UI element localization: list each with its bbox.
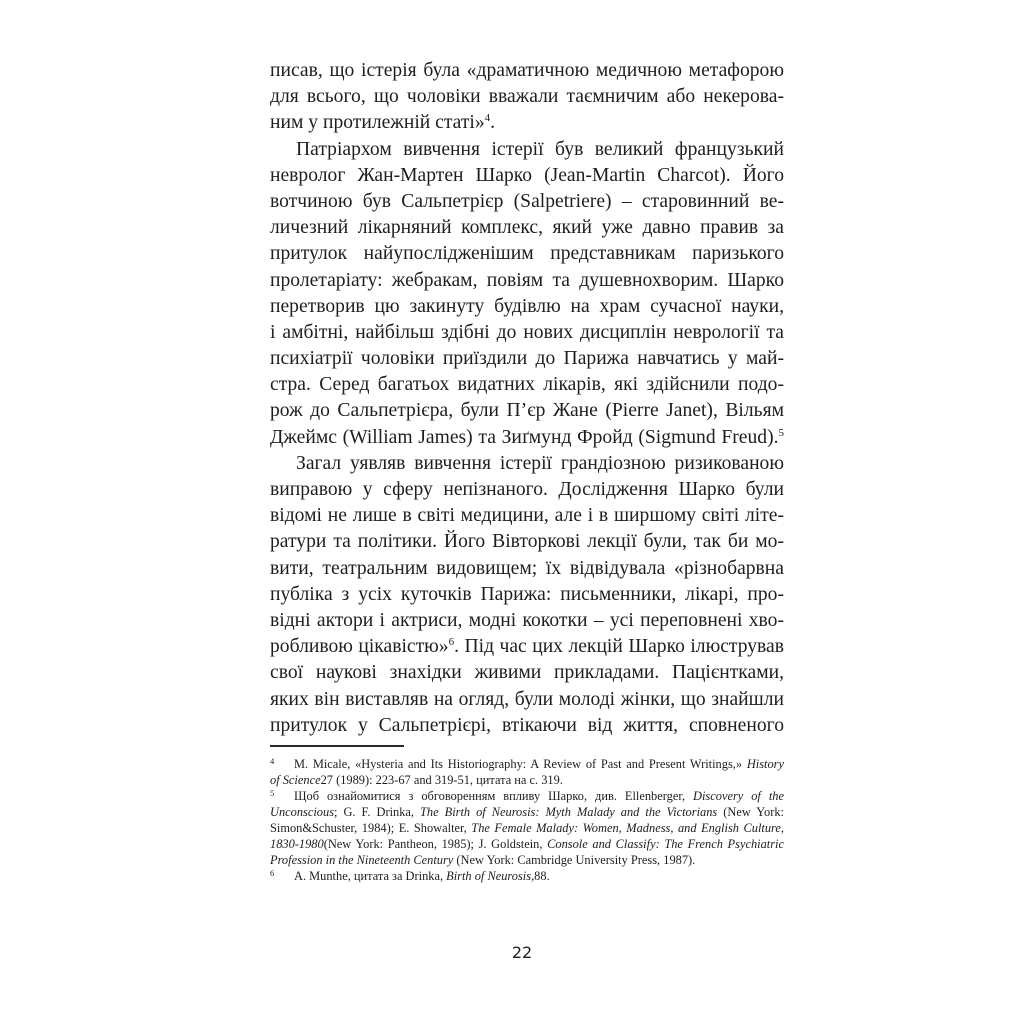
text: ним у протилежній статі» bbox=[270, 112, 485, 134]
text: of Science bbox=[270, 773, 321, 787]
text-line bbox=[270, 634, 784, 660]
text: Profession in the Nineteenth Century bbox=[270, 853, 454, 867]
text-line: психіатрії чоловіки приїздили до Парижа навчатись у май- bbox=[270, 348, 784, 370]
text-line bbox=[270, 110, 784, 136]
text-line: ратури та політики. Його Вівторкові лекції були, так би мо- bbox=[270, 531, 784, 553]
text: Джеймс (William James) та Зиґмунд Фройд (Sigmund Freud). bbox=[270, 426, 779, 448]
text-line: притулок найупослідженішим представникам паризького bbox=[270, 243, 784, 265]
text: 1830-1980 bbox=[270, 837, 324, 851]
text-line bbox=[270, 425, 784, 451]
text: A. Munthe, цитата за Drinka, bbox=[294, 869, 447, 883]
text: 27 (1989): 223-67 and 319-51, цитата на с. 319. bbox=[320, 773, 563, 787]
footnote-5 bbox=[270, 788, 784, 868]
footnote-line bbox=[270, 836, 784, 852]
footnote-line: 5 Щоб ознайомитися з обговоренням впливу Шарко, див. Ellenberger, Discovery of the bbox=[270, 788, 784, 803]
text: The Female Malady: Women, Madness, and English Culture, bbox=[471, 821, 784, 835]
footnote-4 bbox=[270, 756, 784, 788]
footnote-ref-5[interactable]: 5 bbox=[778, 426, 784, 439]
text: ; G. F. Drinka, bbox=[334, 805, 421, 819]
text-line: для всього, що чоловіки вважали таємничим або некерова- bbox=[270, 86, 784, 108]
text-line: стра. Серед багатьох видатних лікарів, які здійснили подо- bbox=[270, 374, 784, 396]
text-line: відні актори і актриси, модні кокотки – усі переповнені хво- bbox=[270, 609, 784, 631]
text-line: відомі не лише в світі медицини, але і в ширшому світі літе- bbox=[270, 505, 784, 527]
text-line: вотчиною був Сальпетрієр (Salpetriere) – старовинний ве- bbox=[270, 190, 784, 212]
footnote-line bbox=[270, 804, 784, 820]
footnote-ref-6[interactable]: 6 bbox=[448, 636, 455, 649]
footnote-line bbox=[270, 820, 784, 836]
text: Console and Classify: The French Psychiatric bbox=[547, 837, 784, 851]
text-line: рож до Сальпетрієра, були П’єр Жане (Pierre Janet), Вільям bbox=[270, 400, 784, 422]
book-page-body bbox=[270, 58, 784, 739]
paragraph-2 bbox=[270, 137, 784, 451]
text-line: пролетаріату: жебракам, повіям та душевнохворим. Шарко bbox=[270, 269, 784, 291]
text: History bbox=[746, 757, 784, 771]
text-line: перетворив цю закинуту будівлю на храм сучасної науки, bbox=[270, 295, 784, 317]
text-line: личезний лікарняний комплекс, який уже давно правив за bbox=[270, 217, 784, 239]
text-line: притулок у Сальпетрієрі, втікаючи від життя, сповненого bbox=[270, 714, 784, 736]
text: Щоб ознайомитися з обговоренням впливу Шарко, див. Ellenberger, bbox=[294, 789, 694, 803]
text: Unconscious bbox=[270, 805, 335, 819]
text: Simon&Schuster, 1984); E. Showalter, bbox=[270, 821, 472, 835]
text-line: публіка з усіх куточків Парижа: письменники, лікарі, про- bbox=[270, 583, 784, 605]
text: (New York: Pantheon, 1985); J. Goldstein, bbox=[323, 837, 548, 851]
text: Birth of Neurosis bbox=[446, 869, 532, 883]
text: ,88. bbox=[531, 869, 550, 883]
text: . bbox=[490, 112, 496, 134]
text: M. Micale, «Hysteria and Its Historiography: A Review of Past and Present Writings,» bbox=[294, 757, 747, 771]
text-line: писав, що істерія була «драматичною медичною метафорою bbox=[270, 60, 784, 81]
text-line: невролог Жан-Мартен Шарко (Jean-Martin Charcot). Його bbox=[270, 164, 784, 186]
text-line: і амбітні, найбільш здібні до нових дисциплін неврології та bbox=[270, 321, 784, 343]
paragraph-3 bbox=[270, 451, 784, 739]
text-line: яких він виставляв на огляд, були молоді жінки, що знайшли bbox=[270, 688, 784, 710]
footnote-line bbox=[270, 772, 784, 788]
footnotes bbox=[270, 756, 784, 884]
text-line: свої наукові знахідки живими прикладами. Пацієнтками, bbox=[270, 662, 784, 684]
footnote-ref-4[interactable]: 4 bbox=[484, 112, 491, 125]
page-number: 22 bbox=[511, 943, 533, 962]
text: робливою цікавістю» bbox=[270, 636, 449, 658]
footnote-line bbox=[270, 852, 784, 868]
text-line: Загал уявляв вивчення істерії грандіозною ризикованою bbox=[296, 452, 784, 474]
paragraph-1 bbox=[270, 58, 784, 137]
footnote-separator bbox=[270, 745, 404, 747]
text: . Під час цих лекцій Шарко ілюстрував bbox=[454, 636, 785, 658]
footnote-line: 4 M. Micale, «Hysteria and Its Historiography: A Review of Past and Present Writings,» History bbox=[270, 756, 784, 771]
text: The Birth of Neurosis: Myth Malady and the Victorians bbox=[420, 805, 718, 819]
text-line: виправою у сферу непізнаного. Дослідження Шарко були bbox=[270, 479, 784, 500]
footnote-6 bbox=[270, 868, 784, 884]
text: (New York: Cambridge University Press, 1987). bbox=[453, 853, 696, 867]
text: Discovery of the bbox=[693, 789, 784, 803]
text-line: вити, театральним видовищем; їх відвідувала «різнобарвна bbox=[270, 557, 784, 579]
text: (New York: bbox=[717, 805, 784, 819]
footnote-line: 6 A. Munthe, цитата за Drinka, Birth of Neurosis,88. bbox=[270, 868, 550, 883]
text-line: Патріархом вивчення істерії був великий французький bbox=[296, 138, 784, 160]
